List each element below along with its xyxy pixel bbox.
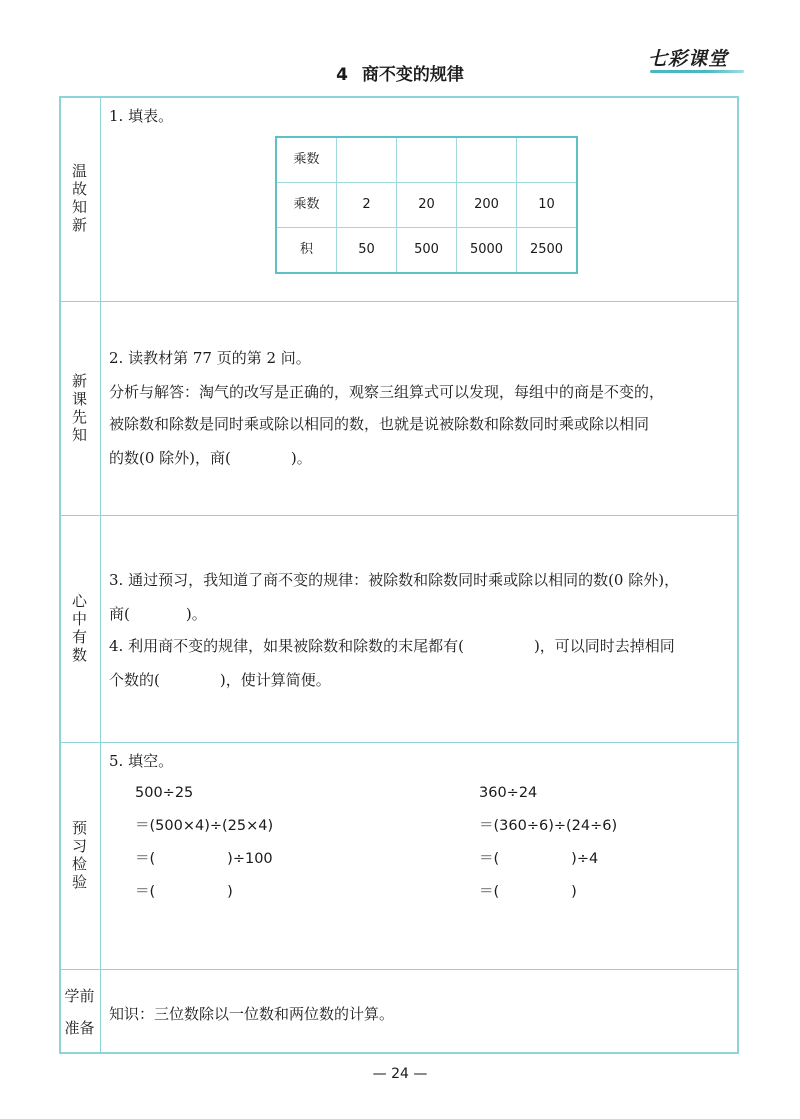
table-row bbox=[276, 183, 577, 228]
question-3-line-2 bbox=[109, 598, 731, 630]
question-2-line-3: 被除数和除数是同时乘或除以相同的数，也就是说被除数和除数同时乘或除以相同 bbox=[109, 415, 650, 433]
table-cell-blank[interactable] bbox=[517, 137, 578, 183]
text-segment: )。 bbox=[185, 605, 207, 623]
lesson-title: 商不变的规律 bbox=[361, 65, 464, 85]
equation-line bbox=[135, 843, 273, 876]
equation-left bbox=[135, 777, 273, 909]
question-5: 5. 填空。 bbox=[109, 752, 174, 770]
section-content bbox=[109, 743, 731, 969]
table-cell: 2 bbox=[337, 183, 397, 228]
equation-line: 500÷25 bbox=[135, 785, 194, 801]
question-2-line-2: 分析与解答：淘气的改写是正确的，观察三组算式可以发现，每组中的商是不变的， bbox=[109, 383, 665, 401]
table-cell: 2500 bbox=[517, 228, 578, 274]
text-segment: )，可以同时去掉相同 bbox=[533, 637, 675, 655]
section-content bbox=[109, 96, 731, 301]
section-review bbox=[59, 96, 739, 301]
section-content bbox=[109, 516, 731, 742]
question-2-line-4 bbox=[109, 442, 731, 474]
question-4-line-1 bbox=[109, 630, 731, 662]
table-cell: 20 bbox=[397, 183, 457, 228]
brand-logo: 七彩课堂 bbox=[648, 48, 729, 70]
text-segment: )÷100 bbox=[227, 851, 273, 867]
equation-line: ＝(360÷6)÷(24÷6) bbox=[479, 818, 618, 834]
section-label: 预习检验 bbox=[70, 820, 88, 892]
table-cell: 5000 bbox=[457, 228, 517, 274]
section-content bbox=[109, 970, 731, 1054]
section-label-cell bbox=[59, 743, 101, 969]
table-cell-blank[interactable] bbox=[337, 137, 397, 183]
table-cell-blank[interactable] bbox=[397, 137, 457, 183]
page-title bbox=[0, 60, 800, 85]
section-content bbox=[109, 302, 731, 515]
table-cell: 乘数 bbox=[276, 137, 337, 183]
text-segment: )。 bbox=[290, 449, 312, 467]
fill-table bbox=[275, 136, 578, 274]
equation-line bbox=[479, 876, 617, 909]
table-cell: 50 bbox=[337, 228, 397, 274]
text-segment: 商( bbox=[109, 605, 130, 623]
equation-line bbox=[135, 876, 273, 909]
section-label: 心中有数 bbox=[70, 593, 88, 665]
text-segment: ) bbox=[571, 884, 577, 900]
text-segment: 个数的( bbox=[109, 671, 160, 689]
table-cell: 积 bbox=[276, 228, 337, 274]
equation-line: 360÷24 bbox=[479, 785, 538, 801]
question-2-line-1: 2. 读教材第 77 页的第 2 问。 bbox=[109, 349, 311, 367]
section-prep bbox=[59, 969, 739, 1054]
label-line: 准备 bbox=[64, 1019, 95, 1037]
section-label: 温故知新 bbox=[70, 162, 88, 235]
section-preview bbox=[59, 301, 739, 515]
table-cell: 10 bbox=[517, 183, 578, 228]
text-segment: ＝( bbox=[479, 851, 500, 867]
equation-line bbox=[479, 843, 617, 876]
section-label bbox=[64, 980, 94, 1044]
section-label-cell bbox=[59, 302, 101, 515]
prep-knowledge: 知识：三位数除以一位数和两位数的计算。 bbox=[109, 1005, 395, 1023]
table-row bbox=[276, 137, 577, 183]
equation-line: ＝(500×4)÷(25×4) bbox=[135, 818, 274, 834]
text-segment: 的数(0 除外)，商( bbox=[109, 449, 231, 467]
table-cell: 乘数 bbox=[276, 183, 337, 228]
table-cell: 500 bbox=[397, 228, 457, 274]
question-3-line-1: 3. 通过预习，我知道了商不变的规律：被除数和除数同时乘或除以相同的数(0 除外)， bbox=[109, 571, 680, 589]
section-label-cell bbox=[59, 96, 101, 301]
section-check bbox=[59, 742, 739, 969]
section-label-cell bbox=[59, 516, 101, 742]
lesson-number: 4 bbox=[336, 65, 348, 85]
text-segment: )÷4 bbox=[571, 851, 599, 867]
text-segment: ＝( bbox=[135, 884, 156, 900]
section-label-cell bbox=[59, 970, 101, 1054]
equation-right bbox=[479, 777, 617, 909]
text-segment: ＝( bbox=[479, 884, 500, 900]
label-line: 学前 bbox=[64, 987, 95, 1005]
question-4-line-2 bbox=[109, 664, 731, 696]
question-1: 1. 填表。 bbox=[109, 107, 174, 125]
table-cell: 200 bbox=[457, 183, 517, 228]
text-segment: )，使计算简便。 bbox=[219, 671, 331, 689]
page-number: — 24 — bbox=[372, 1066, 428, 1082]
text-segment: ) bbox=[227, 884, 233, 900]
table-cell-blank[interactable] bbox=[457, 137, 517, 183]
table-row bbox=[276, 228, 577, 274]
text-segment: 4. 利用商不变的规律，如果被除数和除数的末尾都有( bbox=[109, 637, 464, 655]
section-summary bbox=[59, 515, 739, 742]
section-label: 新课先知 bbox=[70, 372, 88, 445]
text-segment: ＝( bbox=[135, 851, 156, 867]
